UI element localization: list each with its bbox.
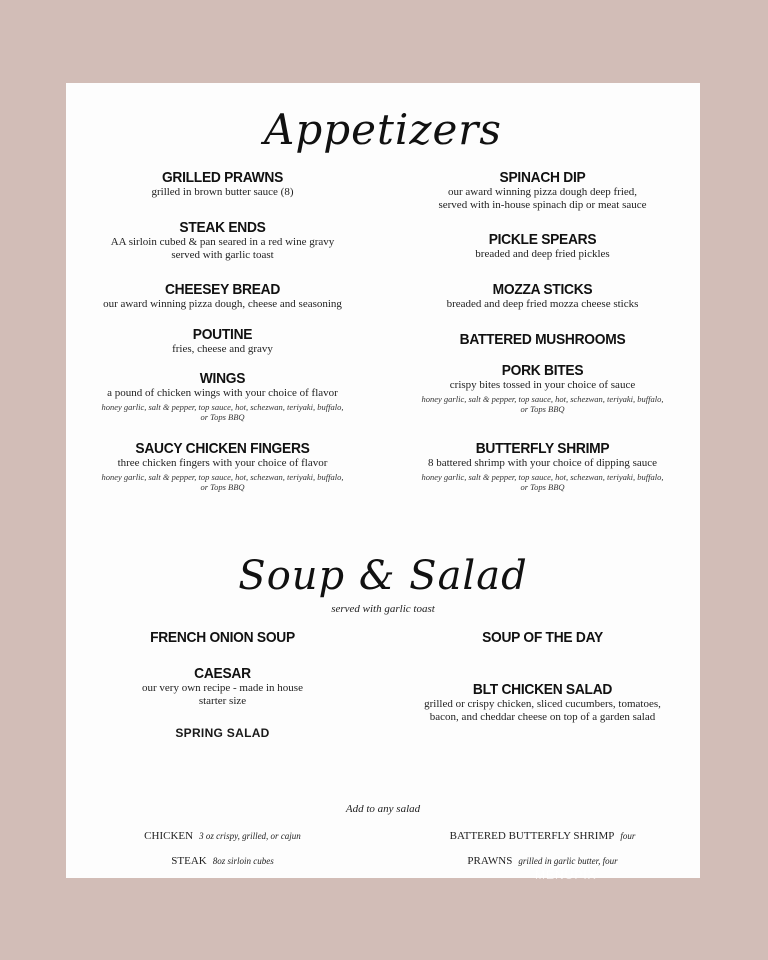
item-name: MOZZA STICKS <box>492 281 593 298</box>
item-name: CAESAR <box>194 665 251 682</box>
item-sauces: or Tops BBQ <box>200 482 245 492</box>
item-sauces: or Tops BBQ <box>520 404 565 414</box>
menu-item <box>386 231 699 261</box>
item-name: POUTINE <box>192 326 253 343</box>
add-on-detail: four <box>620 831 636 841</box>
item-desc: three chicken fingers with your choice of flavor <box>117 457 328 469</box>
menu-item <box>386 629 699 646</box>
item-name: GRILLED PRAWNS <box>161 169 284 186</box>
item-name: WINGS <box>199 370 246 387</box>
item-desc: grilled in brown butter sauce (8) <box>151 186 294 198</box>
spring-salad-name: SPRING SALAD <box>175 726 270 740</box>
item-name: FRENCH ONION SOUP <box>150 629 295 646</box>
menu-item <box>386 362 699 414</box>
watermark: MENUPIX <box>535 868 597 882</box>
item-sauces: honey garlic, salt & pepper, top sauce, hot, schezwan, teriyaki, buffalo, <box>421 472 664 482</box>
item-name: PICKLE SPEARS <box>488 231 597 248</box>
menu-item <box>386 169 699 212</box>
item-desc: served with in-house spinach dip or meat sauce <box>438 199 647 211</box>
menu-page <box>66 83 700 878</box>
item-desc: served with garlic toast <box>171 249 274 261</box>
menu-item <box>386 331 699 348</box>
add-on-item <box>386 830 699 842</box>
menu-item <box>66 370 379 422</box>
item-desc: fries, cheese and gravy <box>172 343 273 355</box>
item-sauces: honey garlic, salt & pepper, top sauce, hot, schezwan, teriyaki, buffalo, <box>101 472 344 482</box>
item-desc: 8 battered shrimp with your choice of dipping sauce <box>427 457 658 469</box>
item-sauces: or Tops BBQ <box>200 412 245 422</box>
item-desc: crispy bites tossed in your choice of sauce <box>449 379 636 391</box>
item-name: BLT CHICKEN SALAD <box>472 681 613 698</box>
item-name: SAUCY CHICKEN FINGERS <box>135 440 310 457</box>
item-name: BUTTERFLY SHRIMP <box>475 440 610 457</box>
add-on-name: PRAWNS <box>467 855 513 867</box>
item-desc: AA sirloin cubed & pan seared in a red wine gravy <box>110 236 335 248</box>
menu-item <box>66 440 379 492</box>
item-desc: starter size <box>198 695 247 707</box>
item-desc: bacon, and cheddar cheese on top of a garden salad <box>429 711 656 723</box>
add-on-item <box>66 855 379 867</box>
menu-item <box>386 281 699 311</box>
menu-item <box>386 440 699 492</box>
add-on-detail: 8oz sirloin cubes <box>212 856 274 866</box>
item-name: SPINACH DIP <box>499 169 586 186</box>
appetizers-title: Appetizers <box>264 105 502 154</box>
item-desc: our very own recipe - made in house <box>142 682 303 694</box>
item-sauces: honey garlic, salt & pepper, top sauce, hot, schezwan, teriyaki, buffalo, <box>101 402 344 412</box>
soup-salad-title: Soup & Salad <box>238 553 528 599</box>
item-desc: our award winning pizza dough deep fried, <box>447 186 638 198</box>
soup-salad-subtitle: served with garlic toast <box>331 603 435 615</box>
add-on-detail: 3 oz crispy, grilled, or cajun <box>199 831 301 841</box>
add-on-name: BATTERED BUTTERFLY SHRIMP <box>449 830 615 842</box>
item-desc: a pound of chicken wings with your choice of flavor <box>107 387 338 399</box>
item-name: SOUP OF THE DAY <box>482 629 603 646</box>
menu-item <box>386 681 699 724</box>
item-desc: breaded and deep fried pickles <box>475 248 610 260</box>
menu-item <box>66 169 379 199</box>
add-on-detail: grilled in garlic butter, four <box>518 856 618 866</box>
item-name: BATTERED MUSHROOMS <box>459 331 626 348</box>
menu-item <box>66 326 379 356</box>
menu-item <box>66 281 379 311</box>
item-desc: our award winning pizza dough, cheese and seasoning <box>103 298 342 310</box>
menu-item <box>66 219 379 262</box>
item-sauces: or Tops BBQ <box>520 482 565 492</box>
menu-item <box>66 629 379 646</box>
item-name: CHEESEY BREAD <box>164 281 281 298</box>
add-ons-title: Add to any salad <box>345 803 421 815</box>
add-on-name: CHICKEN <box>144 830 194 842</box>
item-desc: breaded and deep fried mozza cheese sticks <box>446 298 639 310</box>
add-on-item <box>66 830 379 842</box>
add-on-name: STEAK <box>171 855 207 867</box>
item-name: PORK BITES <box>501 362 584 379</box>
item-name: STEAK ENDS <box>179 219 266 236</box>
item-sauces: honey garlic, salt & pepper, top sauce, hot, schezwan, teriyaki, buffalo, <box>421 394 664 404</box>
add-on-item <box>386 855 699 867</box>
item-desc: grilled or crispy chicken, sliced cucumbers, tomatoes, <box>424 698 661 710</box>
menu-item <box>66 665 379 708</box>
